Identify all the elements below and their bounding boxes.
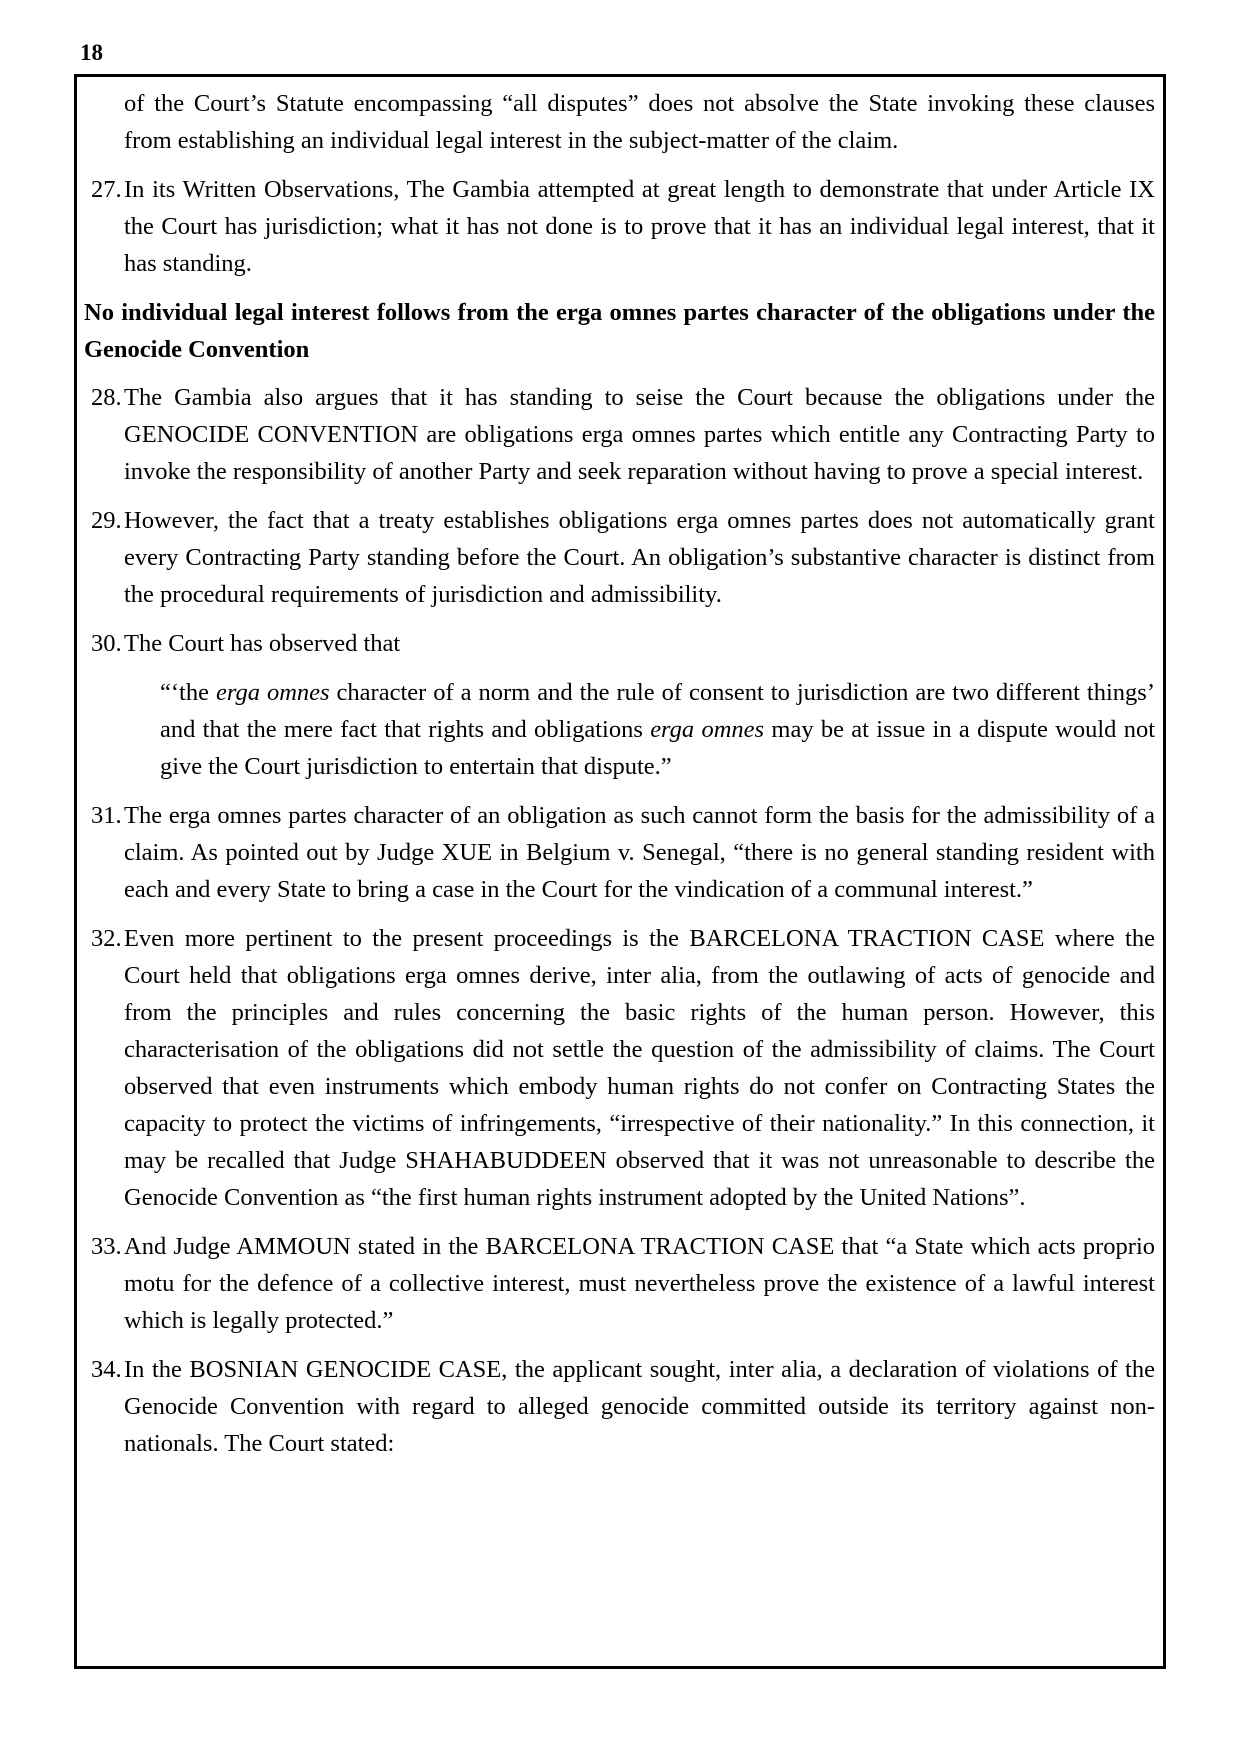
paragraph-29: [84, 502, 1155, 613]
page-number: 18: [80, 40, 103, 65]
quote-italic-erga-omnes-2: erga omnes: [650, 716, 765, 743]
continuation-paragraph: of the Court’s Statute encompassing “all disputes” does not absolve the State invoking these clauses from establishing an individual legal interest in the subject-matter of the claim.: [124, 90, 1155, 154]
paragraph-text: In the BOSNIAN GENOCIDE CASE, the applicant sought, inter alia, a declaration of violations of the Genocide Convention with regard to alleged genocide committed outside its territory against non-nationals. The Court stated:: [124, 1356, 1155, 1457]
section-heading: No individual legal interest follows from the erga omnes partes character of the obligations under the Genocide Convention: [84, 299, 1155, 363]
quote-text-middle: character of a norm and the rule of consent to jurisdiction are two different things’ and that the mere fact that rights and obligations: [160, 679, 1155, 743]
paragraph-28: [84, 379, 1155, 490]
paragraph-text: The erga omnes partes character of an obligation as such cannot form the basis for the admissibility of a claim. As pointed out by Judge XUE in Belgium v. Senegal, “there is no general standing resident with each and every State to bring a case in the Court for the vindication of a communal interest.”: [124, 802, 1155, 903]
paragraph-number: 27.: [91, 176, 122, 203]
block-quote: [84, 674, 1155, 785]
paragraph-number: 29.: [91, 507, 122, 534]
paragraph-31: [84, 797, 1155, 908]
content-frame: [74, 74, 1166, 1669]
paragraph-number: 28.: [91, 384, 122, 411]
paragraph-number: 31.: [91, 802, 122, 829]
paragraph-text: In its Written Observations, The Gambia attempted at great length to demonstrate that under Article IX the Court has jurisdiction; what it has not done is to prove that it has an individual legal interest, that it has standing.: [124, 176, 1155, 277]
paragraph-number: 34.: [91, 1356, 122, 1383]
quote-text-open: “‘the: [160, 679, 216, 706]
paragraph-33: [84, 1228, 1155, 1339]
paragraph-text: And Judge AMMOUN stated in the BARCELONA TRACTION CASE that “a State which acts proprio motu for the defence of a collective interest, must nevertheless prove the existence of a lawful interest which is legally protected.”: [124, 1233, 1155, 1334]
paragraph-27: [84, 171, 1155, 282]
paragraph-34: [84, 1351, 1155, 1462]
paragraph-number: 32.: [91, 925, 122, 952]
paragraph-30: [84, 625, 1155, 662]
paragraph-number: 33.: [91, 1233, 122, 1260]
paragraph-text: The Court has observed that: [124, 630, 401, 657]
paragraph-number: 30.: [91, 630, 122, 657]
paragraph-32: [84, 920, 1155, 1216]
paragraph-text: However, the fact that a treaty establishes obligations erga omnes partes does not automatically grant every Contracting Party standing before the Court. An obligation’s substantive character is distinct from the procedural requirements of jurisdiction and admissibility.: [124, 507, 1155, 608]
quote-italic-erga-omnes: erga omnes: [215, 679, 330, 706]
paragraph-text: Even more pertinent to the present proceedings is the BARCELONA TRACTION CASE where the Court held that obligations erga omnes derive, inter alia, from the outlawing of acts of genocide and from the principles and rules concerning the basic rights of the human person. However, this characterisation of the obligations did not settle the question of the admissibility of claims. The Court observed that even instruments which embody human rights do not confer on Contracting States the capacity to protect the victims of infringements, “irrespective of their nationality.” In this connection, it may be recalled that Judge SHAHABUDDEEN observed that it was not unreasonable to describe the Genocide Convention as “the first human rights instrument adopted by the United Nations”.: [124, 925, 1155, 1211]
quote-text-end: may be at issue in a dispute would not give the Court jurisdiction to entertain that dispute.”: [160, 716, 1155, 780]
paragraph-text: The Gambia also argues that it has standing to seise the Court because the obligations under the GENOCIDE CONVENTION are obligations erga omnes partes which entitle any Contracting Party to invoke the responsibility of another Party and seek reparation without having to prove a special interest.: [124, 384, 1155, 485]
